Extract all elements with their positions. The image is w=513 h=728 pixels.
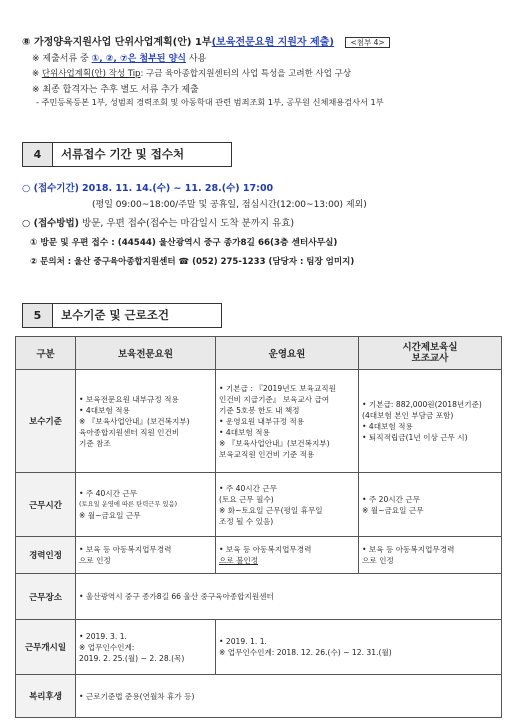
table-row	[16, 537, 502, 574]
period-detail: (평일 09:00~18:00/주말 및 공휴일, 점심시간(12:00~13:00) 제외)	[92, 200, 367, 210]
note-3-prefix: ※ 최종 합격자는 추후 별도 서류 추가 제출	[32, 85, 199, 95]
row-label: 복리후생	[16, 675, 76, 718]
attachment-tag: <첨부 4>	[345, 37, 389, 48]
section5-number: 5	[23, 304, 53, 327]
cell-line: • 보육 등 아동복지업무경력	[219, 545, 312, 554]
row-label: 근무장소	[16, 574, 76, 620]
address-line: ① 방문 및 우편 접수 : (44544) 울산광역시 중구 종가8길 66(3층 센터사무실)	[30, 238, 338, 248]
cell-line: ※ 월~금요일 근무	[79, 511, 141, 520]
cell-line: 보육교직원 인건비 기준 적용	[219, 449, 315, 459]
cell-line: (토요일 운영에 따른 탄력근무 있음)	[79, 501, 178, 508]
cell-line: ※ 화~토요일 근무(평일 휴무일	[219, 505, 323, 515]
cell-line: • 주 40시간 근무	[79, 489, 138, 498]
cell-line: • 2019. 1. 1.	[219, 637, 267, 646]
note-2-suffix: : 구금 육아종합지원센터의 사업 특성을 고려한 사업 구상	[140, 69, 352, 79]
cell-line: • 주 40시간 근무	[219, 483, 278, 493]
header-assistant	[359, 337, 502, 370]
cell-line: ※ 월~금요일 근무	[362, 505, 424, 515]
cell-line: 조정 될 수 있음)	[219, 516, 274, 526]
cell-line: • 4대보험 적용	[362, 422, 413, 431]
cell-line: • 보육 등 아동복지업무경력	[79, 545, 172, 554]
item8-marker: ⑧	[22, 37, 31, 48]
cell-line: • 운영요원 내부규정 적용	[219, 416, 305, 426]
section4-title: 서류접수 기간 및 접수처	[61, 147, 185, 161]
row-label: 근무시간	[16, 473, 76, 537]
period-value: 2018. 11. 14.(수) ~ 11. 28.(수) 17:00	[82, 183, 274, 194]
method-label: ○ (접수방법)	[22, 218, 79, 229]
career-assistant	[359, 537, 502, 574]
salary-specialist	[76, 370, 216, 473]
hours-operator	[216, 473, 359, 537]
cell-line: • 보육 등 아동복지업무경력	[362, 545, 455, 554]
cell-line: • 2019. 3. 1.	[79, 631, 127, 641]
cell-line: • 기본급: 882,000원(2018년기준)	[362, 400, 482, 409]
item8-line	[22, 33, 390, 48]
cell-line: • 울산광역시 중구 종가8길 66 울산 중구육아종합지원센터	[79, 592, 274, 601]
cell-line: • 기본급 : 『2019년도 보육교직원	[219, 383, 336, 393]
method-line	[22, 215, 294, 229]
table-row	[16, 370, 502, 473]
note-2	[32, 67, 351, 79]
cell-line: ※ 『보육사업안내』(보건복지부)	[79, 416, 190, 426]
table-row	[16, 574, 502, 620]
sub-note: - 주민등록등본 1부, 성범죄 경력조회 및 아동학대 관련 범죄조회 1부, 공무원 신체채용검사서 1부	[36, 97, 384, 107]
cell-line: • 4대보험 적용	[219, 427, 270, 437]
section4-number: 4	[23, 143, 53, 166]
cell-line: ※ 『보육사업안내』(보건복지부)	[219, 438, 330, 448]
cell-line: 으로 불인정	[219, 556, 259, 565]
row-label: 근무개시일	[16, 620, 76, 675]
career-operator	[216, 537, 359, 574]
row-label: 경력인정	[16, 537, 76, 574]
cell-line: • 퇴직적립금(1년 이상 근무 시)	[362, 433, 468, 442]
start-operator-assistant	[216, 620, 502, 675]
section5-title: 보수기준 및 근로조건	[61, 308, 169, 322]
method-value: 방문, 우편 접수(접수는 마감일시 도착 분까지 유효)	[82, 218, 295, 229]
header-category: 구분	[16, 337, 76, 370]
career-specialist	[76, 537, 216, 574]
item8-note: (보육전문요원 지원자 제출)	[211, 37, 334, 48]
note-2-highlight: 단위사업계획(안) 작성 Tip	[41, 69, 141, 79]
note-1-prefix: ※ 제출서류 중	[32, 54, 89, 64]
header-operator: 운영요원	[216, 337, 359, 370]
header-assistant-line1: 시간제보육실	[402, 342, 458, 353]
cell-line: 으로 인정	[362, 556, 394, 565]
start-specialist	[76, 620, 216, 675]
section5-header	[22, 303, 222, 328]
cell-line: • 근로기준법 준용(연월차 휴가 등)	[79, 691, 195, 701]
salary-assistant	[359, 370, 502, 473]
cell-line: • 4대보험 적용	[79, 405, 130, 415]
cell-line: ※ 업무인수인계: 2018. 12. 26.(수) ~ 12. 31.(월)	[219, 648, 392, 657]
cell-line: 으로 인정	[79, 556, 111, 565]
cell-line: 2019. 2. 25.(월) ~ 2. 28.(목)	[79, 653, 185, 663]
hours-specialist	[76, 473, 216, 537]
note-2-prefix: ※	[32, 69, 40, 79]
salary-operator	[216, 370, 359, 473]
header-assistant-line2: 보조교사	[411, 353, 449, 364]
period-label: ○ (접수기간)	[22, 183, 79, 194]
cell-line: 인건비 지급기준』 보육교사 급여	[219, 394, 330, 404]
cell-line: (토요 근무 필수)	[219, 494, 274, 504]
workplace-cell	[76, 574, 502, 620]
cell-line: • 주 20시간 근무	[362, 494, 421, 504]
conditions-table	[15, 336, 502, 718]
cell-line: 기준 참조	[79, 438, 111, 448]
header-specialist: 보육전문요원	[76, 337, 216, 370]
period-line	[22, 180, 273, 194]
note-1-highlight: ①, ②, ⑦은 첨부된 양식	[91, 54, 187, 64]
table-header-row	[16, 337, 502, 370]
welfare-cell	[76, 675, 502, 718]
cell-line: • 보육전문요원 내부규정 적용	[79, 394, 179, 404]
note-1-suffix: 사용	[188, 54, 207, 64]
cell-line: ※ 업무인수인계:	[79, 642, 135, 652]
note-1	[32, 51, 206, 64]
contact-line: ② 문의처 : 울산 중구육아종합지원센터 ☎ (052) 275-1233 (담당자 : 팀장 엄미지)	[30, 257, 355, 267]
cell-line: (4대보험 본인 부담금 포함)	[362, 411, 454, 420]
section4-header	[22, 142, 232, 167]
hours-assistant	[359, 473, 502, 537]
cell-line: 육아종합지원센터 직원 인건비	[79, 427, 180, 437]
table-row	[16, 620, 502, 675]
note-3	[32, 82, 199, 95]
cell-line: 기준 5호봉 한도 내 책정	[219, 405, 300, 415]
row-label: 보수기준	[16, 370, 76, 473]
table-row	[16, 675, 502, 718]
item8-text: 가정양육지원사업 단위사업계획(안) 1부	[33, 37, 212, 48]
table-row	[16, 473, 502, 537]
